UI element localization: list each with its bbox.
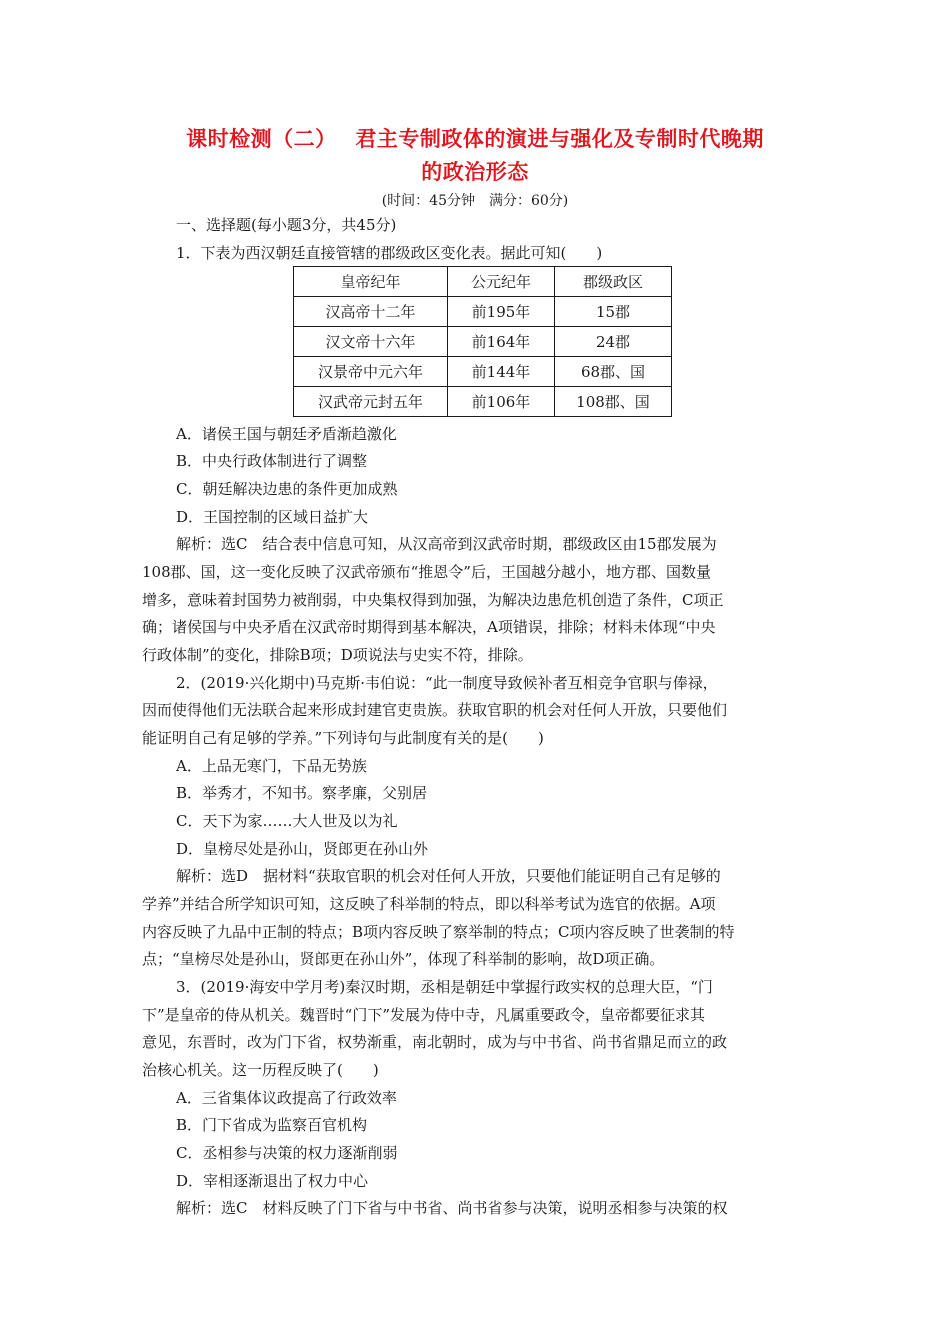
q3-stem-line: 意见，东晋时，改为门下省，权势渐重，南北朝时，成为与中书省、尚书省鼎足而立的政 [142, 1033, 728, 1051]
table-cell: 前144年 [448, 357, 555, 387]
table-cell: 24郡 [555, 327, 672, 357]
q1-table [293, 266, 672, 417]
table-cell: 汉景帝中元六年 [294, 357, 448, 387]
q1-option-d: D．王国控制的区域日益扩大 [176, 508, 369, 526]
q2-stem-line: 能证明自己有足够的学养。”下列诗句与此制度有关的是( ) [142, 729, 544, 747]
table-cell: 前106年 [448, 387, 555, 417]
q3-option-b: B．门下省成为监察百官机构 [176, 1116, 368, 1134]
time-score-info: (时间：45分钟 满分：60分) [381, 193, 569, 209]
table-header-cell: 公元纪年 [448, 267, 555, 297]
q3-stem-line: 下”是皇帝的侍从机关。魏晋时“门下”发展为侍中寺，凡属重要政令，皇帝都要征求其 [142, 1006, 706, 1024]
q2-stem-line: 因而使得他们无法联合起来形成封建官吏贵族。获取官职的机会对任何人开放，只要他们 [142, 701, 728, 719]
q3-option-d: D．宰相逐渐退出了权力中心 [176, 1172, 369, 1190]
table-row [294, 297, 672, 327]
q1-analysis-line: 解析：选C 结合表中信息可知，从汉高帝到汉武帝时期，郡级政区由15郡发展为 [176, 535, 717, 553]
title-line-1: 课时检测（二） 君主专制政体的演进与强化及专制时代晚期 [186, 127, 764, 151]
q2-stem-line: 2．(2019·兴化期中)马克斯·韦伯说：“此一制度导致候补者互相竞争官职与俸禄， [176, 674, 718, 692]
q2-analysis-line: 解析：选D 据材料“获取官职的机会对任何人开放，只要他们能证明自己有足够的 [176, 867, 721, 885]
table-cell: 汉文帝十六年 [294, 327, 448, 357]
q1-option-c: C．朝廷解决边患的条件更加成熟 [176, 480, 398, 498]
q3-stem-line: 治核心机关。这一历程反映了( ) [142, 1061, 379, 1079]
table-cell: 汉高帝十二年 [294, 297, 448, 327]
table-header-cell: 皇帝纪年 [294, 267, 448, 297]
q2-analysis-line: 点；“皇榜尽处是孙山，贤郎更在孙山外”，体现了科举制的影响，故D项正确。 [142, 950, 665, 968]
q2-option-c: C．天下为家……大人世及以为礼 [176, 812, 398, 830]
q1-analysis-line: 增多，意味着封国势力被削弱，中央集权得到加强，为解决边患危机创造了条件，C项正 [142, 591, 724, 609]
q2-option-a: A．上品无寒门，下品无势族 [176, 757, 367, 775]
q2-option-d: D．皇榜尽处是孙山，贤郎更在孙山外 [176, 840, 429, 858]
title-line-2: 的政治形态 [421, 160, 529, 184]
table-cell: 15郡 [555, 297, 672, 327]
table-cell: 108郡、国 [555, 387, 672, 417]
table-row [294, 327, 672, 357]
table-row [294, 387, 672, 417]
q1-analysis-line: 108郡、国，这一变化反映了汉武帝颁布“推恩令”后，王国越分越小，地方郡、国数量 [142, 563, 711, 581]
q3-option-a: A．三省集体议政提高了行政效率 [176, 1089, 397, 1107]
table-header-cell: 郡级政区 [555, 267, 672, 297]
table-cell: 前164年 [448, 327, 555, 357]
section-heading: 一、选择题(每小题3分，共45分) [176, 216, 397, 234]
q2-analysis-line: 内容反映了九品中正制的特点；B项内容反映了察举制的特点；C项内容反映了世袭制的特 [142, 923, 735, 941]
q3-stem-line: 3．(2019·海安中学月考)秦汉时期，丞相是朝廷中掌握行政实权的总理大臣，“门 [176, 978, 713, 996]
table-row [294, 357, 672, 387]
q1-option-b: B．中央行政体制进行了调整 [176, 452, 368, 470]
q2-option-b: B．举秀才，不知书。察孝廉，父别居 [176, 784, 428, 802]
q3-analysis-line: 解析：选C 材料反映了门下省与中书省、尚书省参与决策，说明丞相参与决策的权 [176, 1199, 728, 1217]
q1-option-a: A．诸侯王国与朝廷矛盾渐趋激化 [176, 425, 397, 443]
q1-analysis-line: 行政体制”的变化，排除B项；D项说法与史实不符，排除。 [142, 646, 533, 664]
table-cell: 前195年 [448, 297, 555, 327]
table-cell: 68郡、国 [555, 357, 672, 387]
q1-analysis-line: 确；诸侯国与中央矛盾在汉武帝时期得到基本解决，A项错误，排除；材料未体现“中央 [142, 618, 716, 636]
q1-stem: 1．下表为西汉朝廷直接管辖的郡级政区变化表。据此可知( ) [176, 244, 603, 262]
table-header-row [294, 267, 672, 297]
table-cell: 汉武帝元封五年 [294, 387, 448, 417]
q3-option-c: C．丞相参与决策的权力逐渐削弱 [176, 1144, 398, 1162]
q2-analysis-line: 学养”并结合所学知识可知，这反映了科举制的特点，即以科举考试为选官的依据。A项 [142, 895, 716, 913]
